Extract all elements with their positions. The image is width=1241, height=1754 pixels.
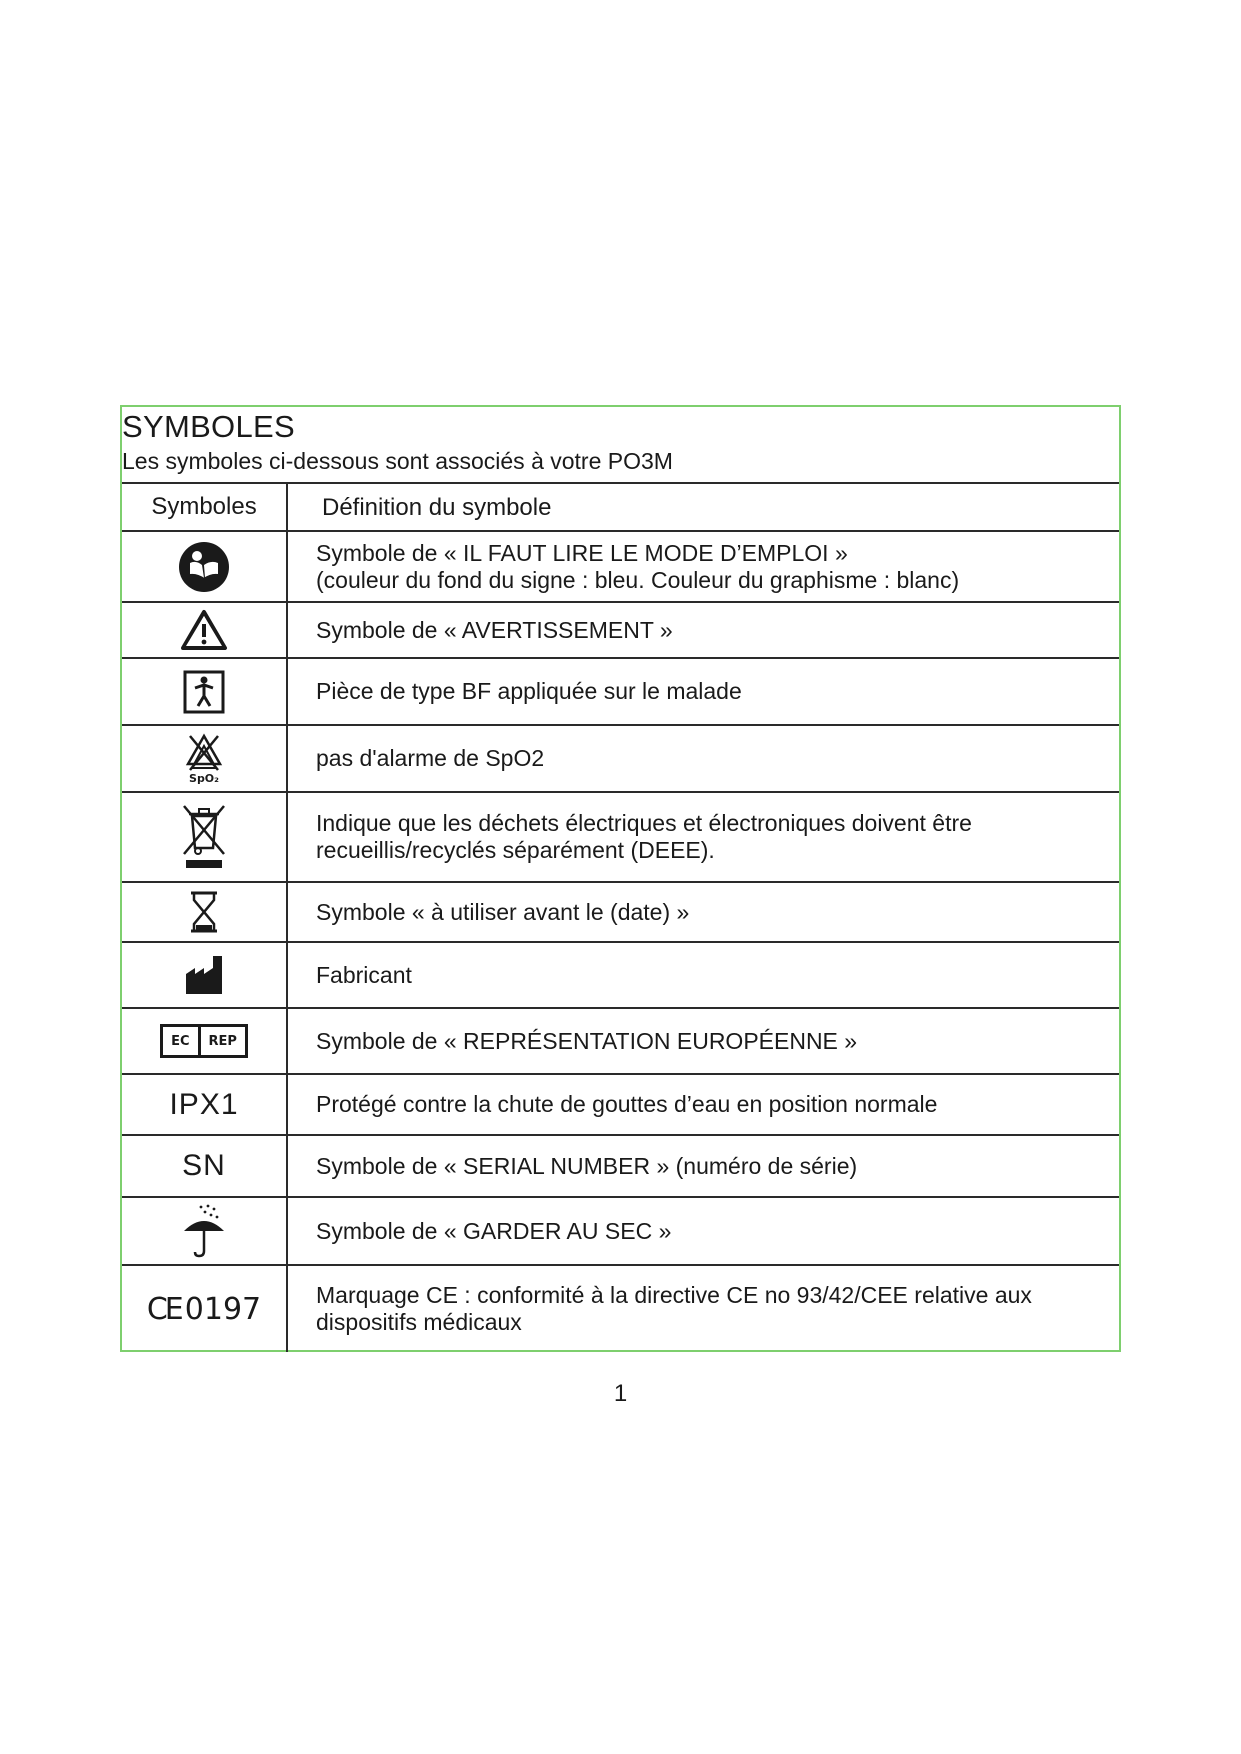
definition-line: (couleur du fond du signe : bleu. Couleur du graphisme : blanc): [316, 566, 960, 593]
keep-dry-umbrella-icon: [181, 1203, 227, 1259]
definition-line: Symbole « à utiliser avant le (date) »: [316, 898, 690, 925]
definition-line: Symbole de « IL FAUT LIRE LE MODE D’EMPLOI »: [316, 539, 848, 566]
no-spo2-alarm-icon: [182, 732, 226, 786]
table-row: [122, 1007, 1119, 1073]
table-row: [122, 601, 1119, 657]
definition-line: Symbole de « REPRÉSENTATION EUROPÉENNE »: [316, 1027, 858, 1054]
definition-line: Symbole de « SERIAL NUMBER » (numéro de série): [316, 1152, 858, 1179]
ipx1-symbol: IPX1: [169, 1087, 239, 1121]
header-symbols: Symboles: [151, 493, 257, 520]
hourglass-icon: [188, 890, 220, 934]
definition-line: Indique que les déchets électriques et électroniques doivent être: [316, 810, 972, 836]
definition-line: dispositifs médicaux: [316, 1309, 522, 1335]
page-title: SYMBOLES: [122, 409, 295, 444]
ce-0197-mark: [147, 1292, 261, 1327]
table-header-row: [122, 482, 1119, 530]
page-number: 1: [613, 1380, 628, 1407]
table-row: [122, 881, 1119, 941]
table-row: [122, 941, 1119, 1007]
rep-label: REP: [198, 1027, 245, 1055]
table-row: [122, 1073, 1119, 1134]
spo2-icon-label: SpO₂: [189, 771, 219, 785]
ce-notified-body-number: 0197: [184, 1291, 262, 1327]
manufacturer-factory-icon: [184, 954, 224, 996]
definition-line: pas d'alarme de SpO2: [316, 745, 545, 771]
table-row: [122, 1134, 1119, 1196]
ec-rep-icon: [160, 1024, 248, 1058]
definition-line: Pièce de type BF appliquée sur le malade: [316, 678, 742, 704]
page-subtitle: Les symboles ci-dessous sont associés à votre PO3M: [122, 448, 673, 474]
type-bf-applied-part-icon: [183, 670, 225, 714]
table-row: [122, 1264, 1119, 1352]
table-row: [122, 1196, 1119, 1264]
definition-line: Fabricant: [316, 961, 412, 988]
ce-mark-icon: CE: [146, 1291, 181, 1327]
table-row: [122, 657, 1119, 724]
table-row: [122, 530, 1119, 601]
definition-line: Marquage CE : conformité à la directive CE no 93/42/CEE relative aux: [316, 1282, 1032, 1308]
definition-line: Symbole de « GARDER AU SEC »: [316, 1217, 672, 1244]
symbols-table-frame: [120, 405, 1121, 1352]
sn-symbol: SN: [182, 1149, 226, 1182]
definition-line: Symbole de « AVERTISSEMENT »: [316, 616, 673, 643]
table-row: [122, 724, 1119, 791]
definition-line: Protégé contre la chute de gouttes d’eau en position normale: [316, 1091, 938, 1117]
warning-triangle-icon: [180, 609, 228, 651]
definition-line: recueillis/recyclés séparément (DEEE).: [316, 837, 715, 863]
header-definition: Définition du symbole: [286, 484, 1119, 530]
table-row: [122, 791, 1119, 881]
read-instructions-icon: [178, 541, 230, 593]
ec-label: EC: [171, 1033, 190, 1049]
weee-crossed-bin-icon: [180, 804, 228, 870]
